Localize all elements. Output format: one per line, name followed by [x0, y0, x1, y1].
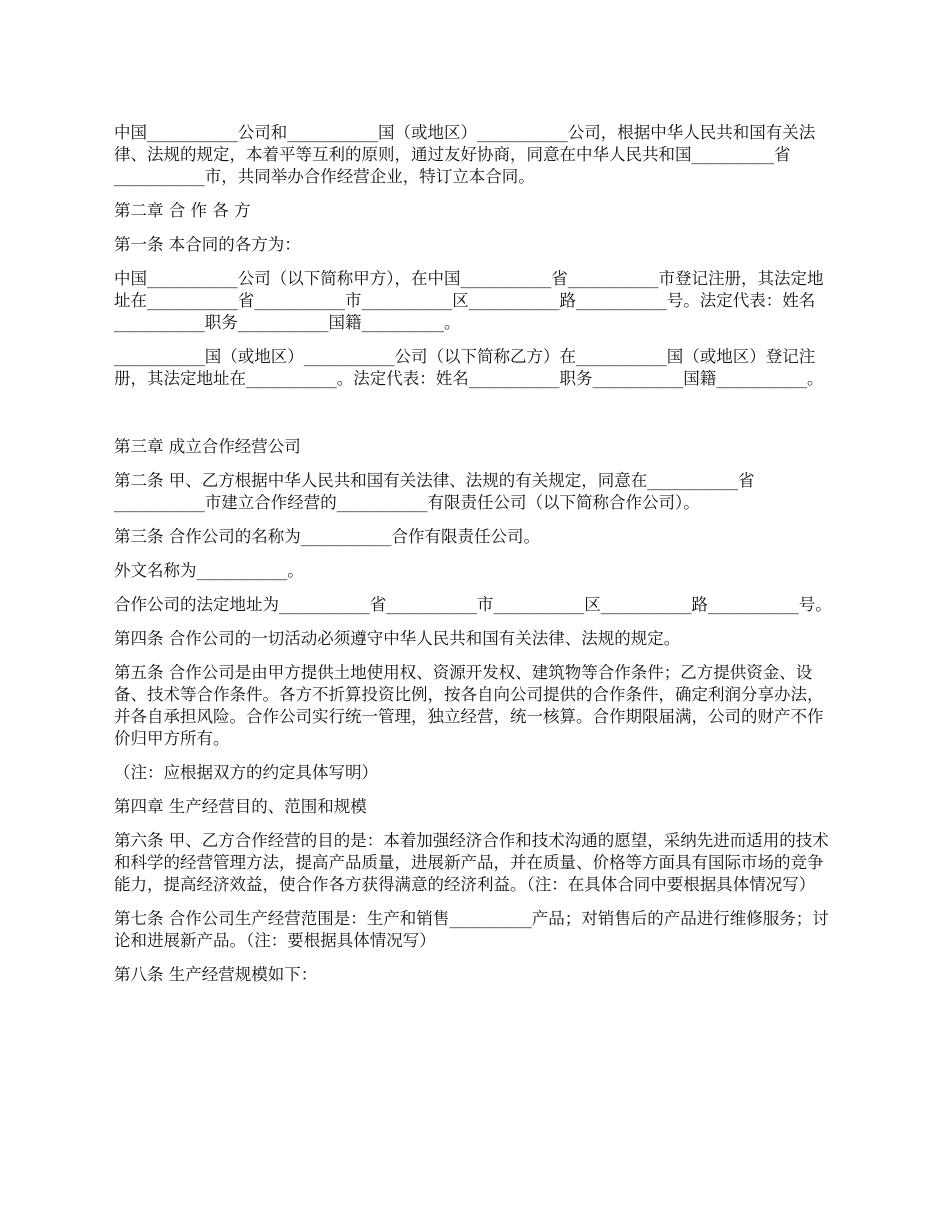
chapter-2-heading: 第二章 合 作 各 方	[114, 201, 251, 220]
section-gap	[114, 402, 838, 436]
note-paragraph: （注：应根据双方的约定具体写明）	[114, 763, 378, 782]
legal-address-paragraph: 合作公司的法定地址为___________省___________市___________区___________路___________号。	[114, 595, 832, 614]
document-body	[114, 122, 838, 998]
article-2: 第二条 甲、乙方根据中华人民共和国有关法律、法规的有关规定，同意在___________省___________市建立合作经营的___________有限责任公司（以下简称合作公司）。	[114, 471, 755, 512]
article-1: 第一条 本合同的各方为：	[114, 235, 301, 254]
article-6: 第六条 甲、乙方合作经营的目的是：本着加强经济合作和技术沟通的愿望，采纳先进而适用的技术和科学的经营管理方法，提高产品质量，进展新产品，并在质量、价格等方面具有国际市场的竞争能力，提高经济效益，使合作各方获得满意的经济利益。（注：在具体合同中要根据具体情况写）	[114, 831, 829, 894]
article-4: 第四条 合作公司的一切活动必须遵守中华人民共和国有关法律、法规的规定。	[114, 629, 681, 648]
article-7: 第七条 合作公司生产经营范围是：生产和销售__________产品；对销售后的产品进行维修服务；讨论和进展新产品。（注：要根据具体情况写）	[114, 909, 829, 950]
preamble-paragraph: 中国___________公司和___________国（或地区）___________公司，根据中华人民共和国有关法律、法规的规定，本着平等互利的原则，通过友好协商，同意在中华人民共和国__________省___________市，共同举办合作经营企业，特订立本合同。	[114, 123, 816, 186]
party-b-paragraph: ___________国（或地区）___________公司（以下简称乙方）在___________国（或地区）登记注册，其法定地址在___________。法定代表：姓名___________职务___________国籍___________。	[114, 347, 824, 388]
chapter-4-heading: 第四章 生产经营目的、范围和规模	[114, 797, 367, 816]
foreign-name-paragraph: 外文名称为___________。	[114, 561, 304, 580]
chapter-3-heading: 第三章 成立合作经营公司	[114, 437, 301, 456]
party-a-paragraph: 中国___________公司（以下简称甲方），在中国___________省___________市登记注册，其法定地址在___________省___________市___________区___________路___________号。法定代表：姓名___________职务___________国籍__________。	[114, 269, 824, 332]
article-3: 第三条 合作公司的名称为___________合作有限责任公司。	[114, 527, 540, 546]
article-8: 第八条 生产经营规模如下：	[114, 965, 318, 984]
article-5: 第五条 合作公司是由甲方提供土地使用权、资源开发权、建筑物等合作条件；乙方提供资金、设备、技术等合作条件。各方不折算投资比例，按各自向公司提供的合作条件，确定利润分享办法，并各自承担风险。合作公司实行统一管理，独立经营，统一核算。合作期限届满，公司的财产不作价归甲方所有。	[114, 663, 824, 748]
